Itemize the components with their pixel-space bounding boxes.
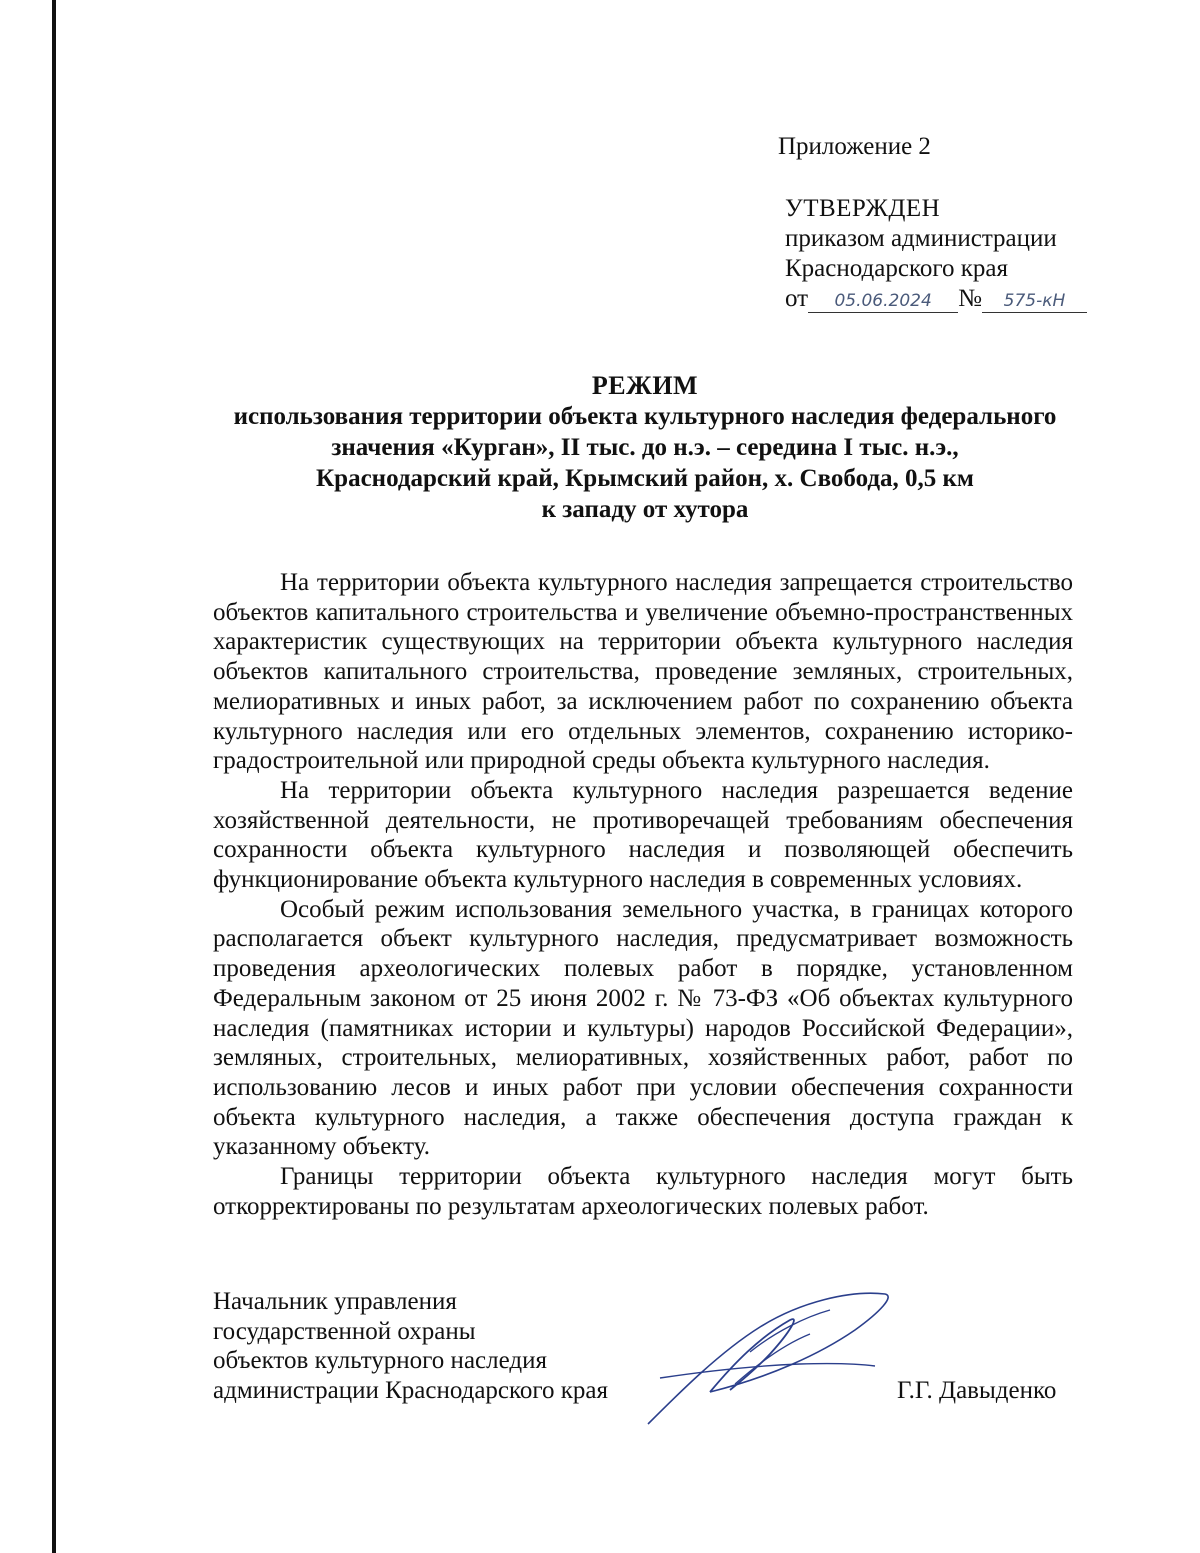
document-title: РЕЖИМ [591,371,699,400]
document-body [213,568,1073,1221]
document-title-block [200,370,1090,525]
title-line-1: использования территории объекта культурного наследия федерального [233,403,1057,430]
signer-position-line-3: объектов культурного наследия [213,1347,547,1374]
handwritten-date: 05.06.2024 [808,290,958,313]
title-line-2: значения «Курган», II тыс. до н.э. – середина I тыс. н.э., [331,434,959,461]
title-line-3: Краснодарский край, Крымский район, х. Свобода, 0,5 км [316,465,974,492]
signature-stroke-2 [710,1319,794,1392]
paragraph-3: Особый режим использования земельного участка, в границах которого располагается объект культурного наследия, предусматривает возможность проведения археологических полевых работ в порядке, установленном Федеральным законом от 25 июня 2002 г. № 73-ФЗ «Об объектах культурного наследия (памятниках истории и культуры) народов Российской Федерации», земляных, строительных, мелиоративных, хозяйственных работ, работ по использованию лесов и иных работ при условии обеспечения сохранности объекта культурного наследия, а также обеспечения доступа граждан к указанному объекту. [213,895,1073,1161]
signer-position-line-4: администрации Краснодарского края [213,1376,609,1404]
signer-position-line-1: Начальник управления [213,1288,457,1315]
paragraph-1: На территории объекта культурного наследия запрещается строительство объектов капитального строительства и увеличение объемно-пространственных характеристик существующих на территории объекта культурного наследия объектов капитального строительства, проведение земляных, строительных, мелиоративных и иных работ, за исключением работ по сохранению объекта культурного наследия или его отдельных элементов, сохранению историко-градостроительной или природной среды объекта культурного наследия. [213,569,1073,775]
approval-date-row [785,284,1087,314]
handwritten-signature [640,1282,900,1432]
signature-stroke-3 [660,1364,875,1378]
approval-block [785,194,1087,314]
date-prefix: от [785,285,809,312]
approval-line-1: приказом администрации [785,225,1057,252]
signer-name: Г.Г. Давыденко [897,1377,1057,1404]
signer-position-line-2: государственной охраны [213,1317,476,1345]
page-left-border [52,0,56,1553]
signer-position [213,1287,608,1405]
signature-stroke-1 [648,1293,888,1424]
appendix-label: Приложение 2 [778,133,931,160]
number-prefix: № [958,285,982,312]
handwritten-number: 575-кН [982,290,1087,313]
paragraph-2: На территории объекта культурного наследия разрешается ведение хозяйственной деятельности, не противоречащей требованиям обеспечения сохранности объекта культурного наследия и позволяющей обеспечить функционирование объекта культурного наследия в современных условиях. [213,776,1073,894]
approval-line-2: Краснодарского края [785,255,1008,282]
approval-title: УТВЕРЖДЕН [785,195,941,222]
title-line-4: к западу от хутора [541,496,749,523]
paragraph-4: Границы территории объекта культурного наследия могут быть откорректированы по результатам археологических полевых работ. [213,1163,1073,1220]
